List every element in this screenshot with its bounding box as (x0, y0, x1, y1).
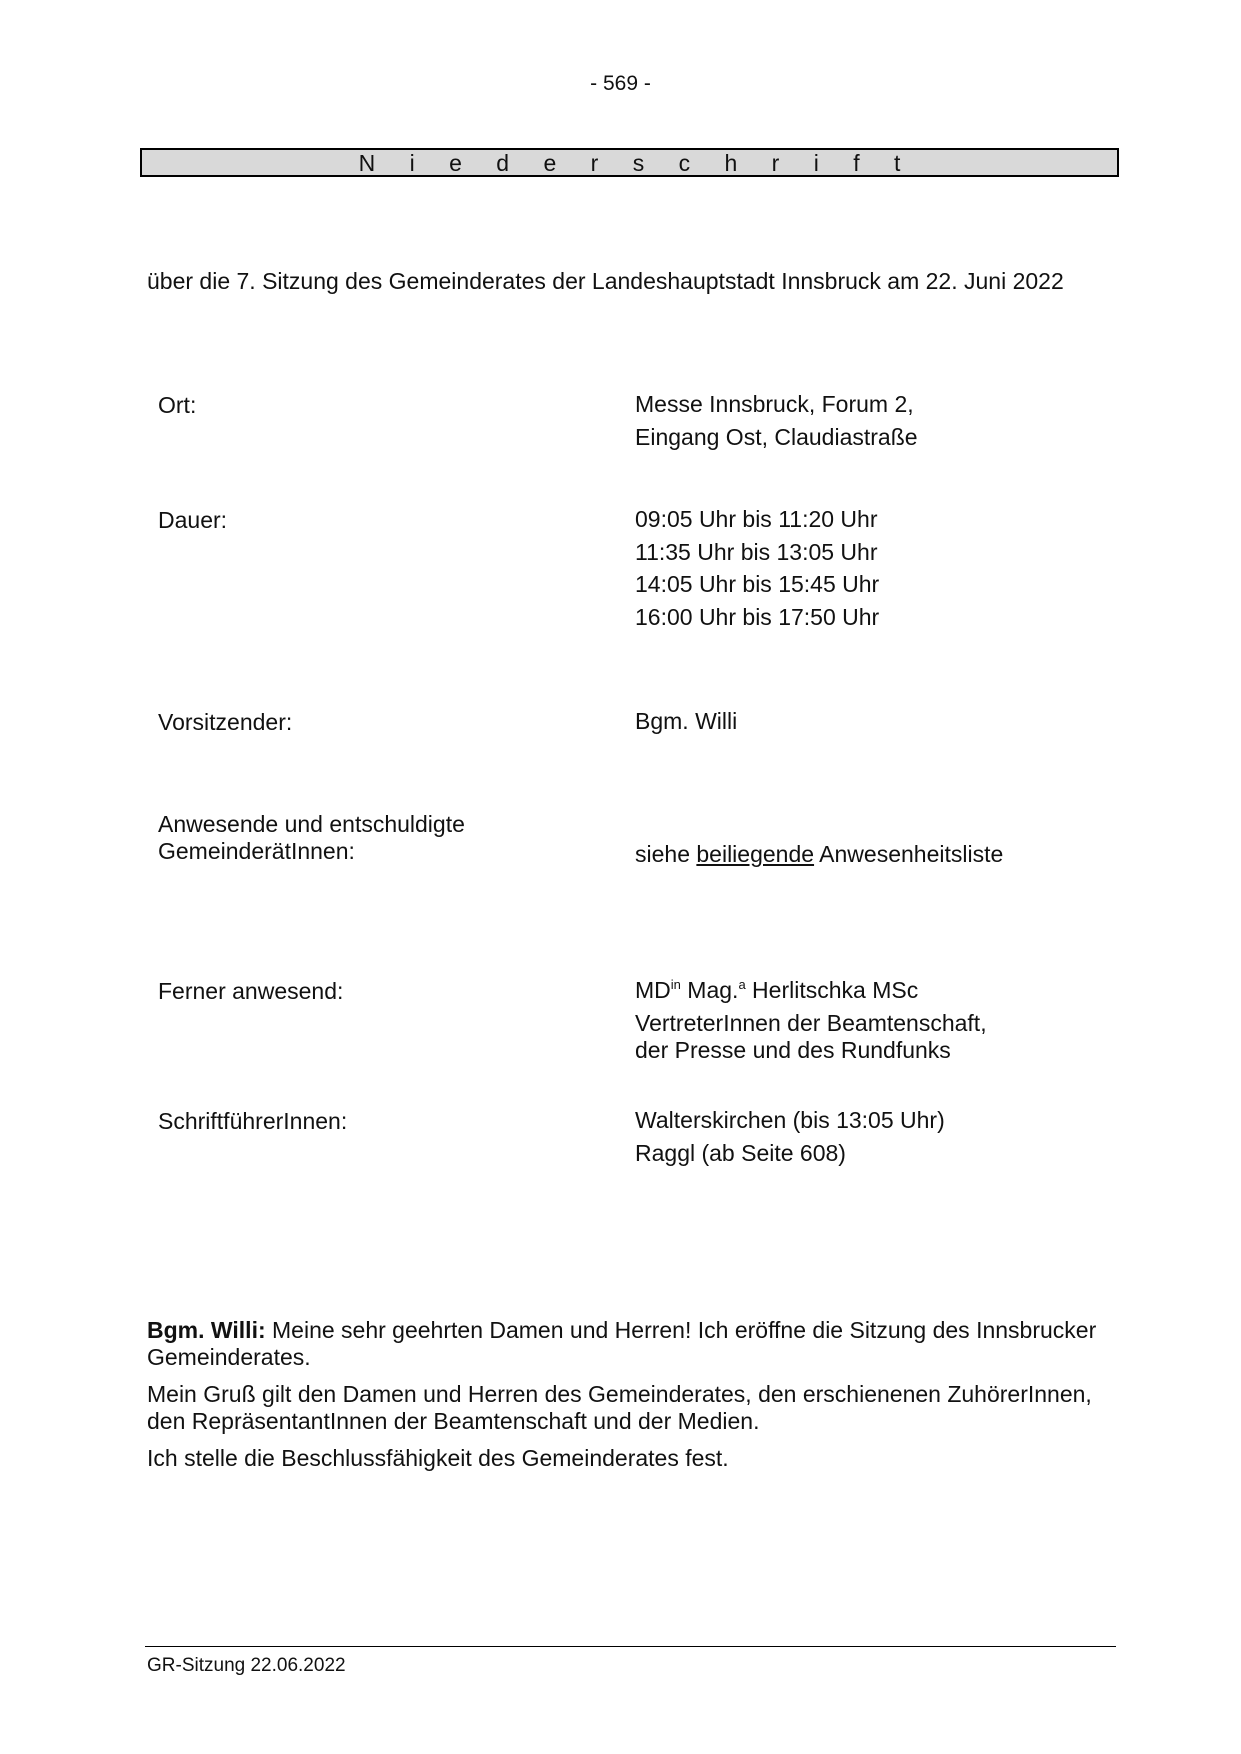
ort-label: Ort: (158, 392, 197, 418)
anwesende-text-after: Anwesenheitsliste (814, 841, 1004, 867)
dauer-line: 11:35 Uhr bis 13:05 Uhr (635, 538, 878, 565)
session-intro: über die 7. Sitzung des Gemeinderates der Landeshauptstadt Innsbruck am 22. Juni 2022 (147, 268, 1064, 294)
page-number: - 569 - (590, 72, 651, 95)
speech-paragraph-2: Mein Gruß gilt den Damen und Herren des Gemeinderates, den erschienenen ZuhörerInnen, den RepräsentantInnen der Beamtenschaft und der Medien. (147, 1381, 1092, 1434)
vorsitzender-label: Vorsitzender: (158, 709, 293, 735)
dauer-label: Dauer: (158, 507, 228, 533)
anwesende-text (635, 838, 1003, 871)
ferner-line-2: VertreterInnen der Beamtenschaft, (635, 1009, 987, 1036)
ferner-line-3: der Presse und des Rundfunks (635, 1036, 951, 1063)
schriftfuehrer-label: SchriftführerInnen: (158, 1108, 348, 1134)
schriftfuehrer-line: Raggl (ab Seite 608) (635, 1139, 846, 1166)
speech-paragraph-1 (147, 1317, 1107, 1371)
speaker-name: Bgm. Willi: (147, 1317, 266, 1343)
beiliegende-underlined: beiliegende (696, 841, 815, 867)
ferner-label: Ferner anwesend: (158, 978, 344, 1004)
anwesende-label-line: GemeinderätInnen: (158, 838, 355, 864)
ferner-line-1 (635, 974, 987, 1007)
md-superscript: in (670, 977, 681, 992)
footer-divider (145, 1646, 1116, 1647)
ort-value (635, 388, 918, 453)
ort-line: Messe Innsbruck, Forum 2, (635, 391, 914, 417)
anwesende-text-before: siehe (635, 841, 697, 867)
mag-superscript: a (738, 977, 746, 992)
anwesende-label-line: Anwesende und entschuldigte (158, 811, 465, 837)
dauer-line: 09:05 Uhr bis 11:20 Uhr (635, 506, 878, 532)
dauer-line: 14:05 Uhr bis 15:45 Uhr (635, 571, 880, 597)
schriftfuehrer-value (635, 1104, 945, 1169)
document-title: N i e d e r s c h r i f t (140, 148, 1119, 177)
footer-text: GR-Sitzung 22.06.2022 (147, 1655, 346, 1676)
md-title: MD (635, 977, 671, 1003)
ort-line: Eingang Ost, Claudiastraße (635, 423, 918, 450)
dauer-line: 16:00 Uhr bis 17:50 Uhr (635, 603, 880, 630)
ferner-value (635, 974, 987, 1064)
ferner-name: Herlitschka MSc (745, 977, 919, 1003)
vorsitzender-name: Bgm. Willi (635, 708, 738, 734)
anwesende-value (635, 838, 1003, 871)
anwesende-label (158, 811, 465, 865)
speech-paragraph-3: Ich stelle die Beschlussfähigkeit des Gemeinderates fest. (147, 1445, 729, 1471)
speech-text-1: Meine sehr geehrten Damen und Herren! Ich eröffne die Sitzung des Innsbrucker Gemeinderates. (147, 1317, 1097, 1370)
dauer-value (635, 503, 879, 633)
schriftfuehrer-line: Walterskirchen (bis 13:05 Uhr) (635, 1107, 945, 1133)
vorsitzender-value (635, 705, 737, 738)
mag-title: Mag. (680, 977, 739, 1003)
